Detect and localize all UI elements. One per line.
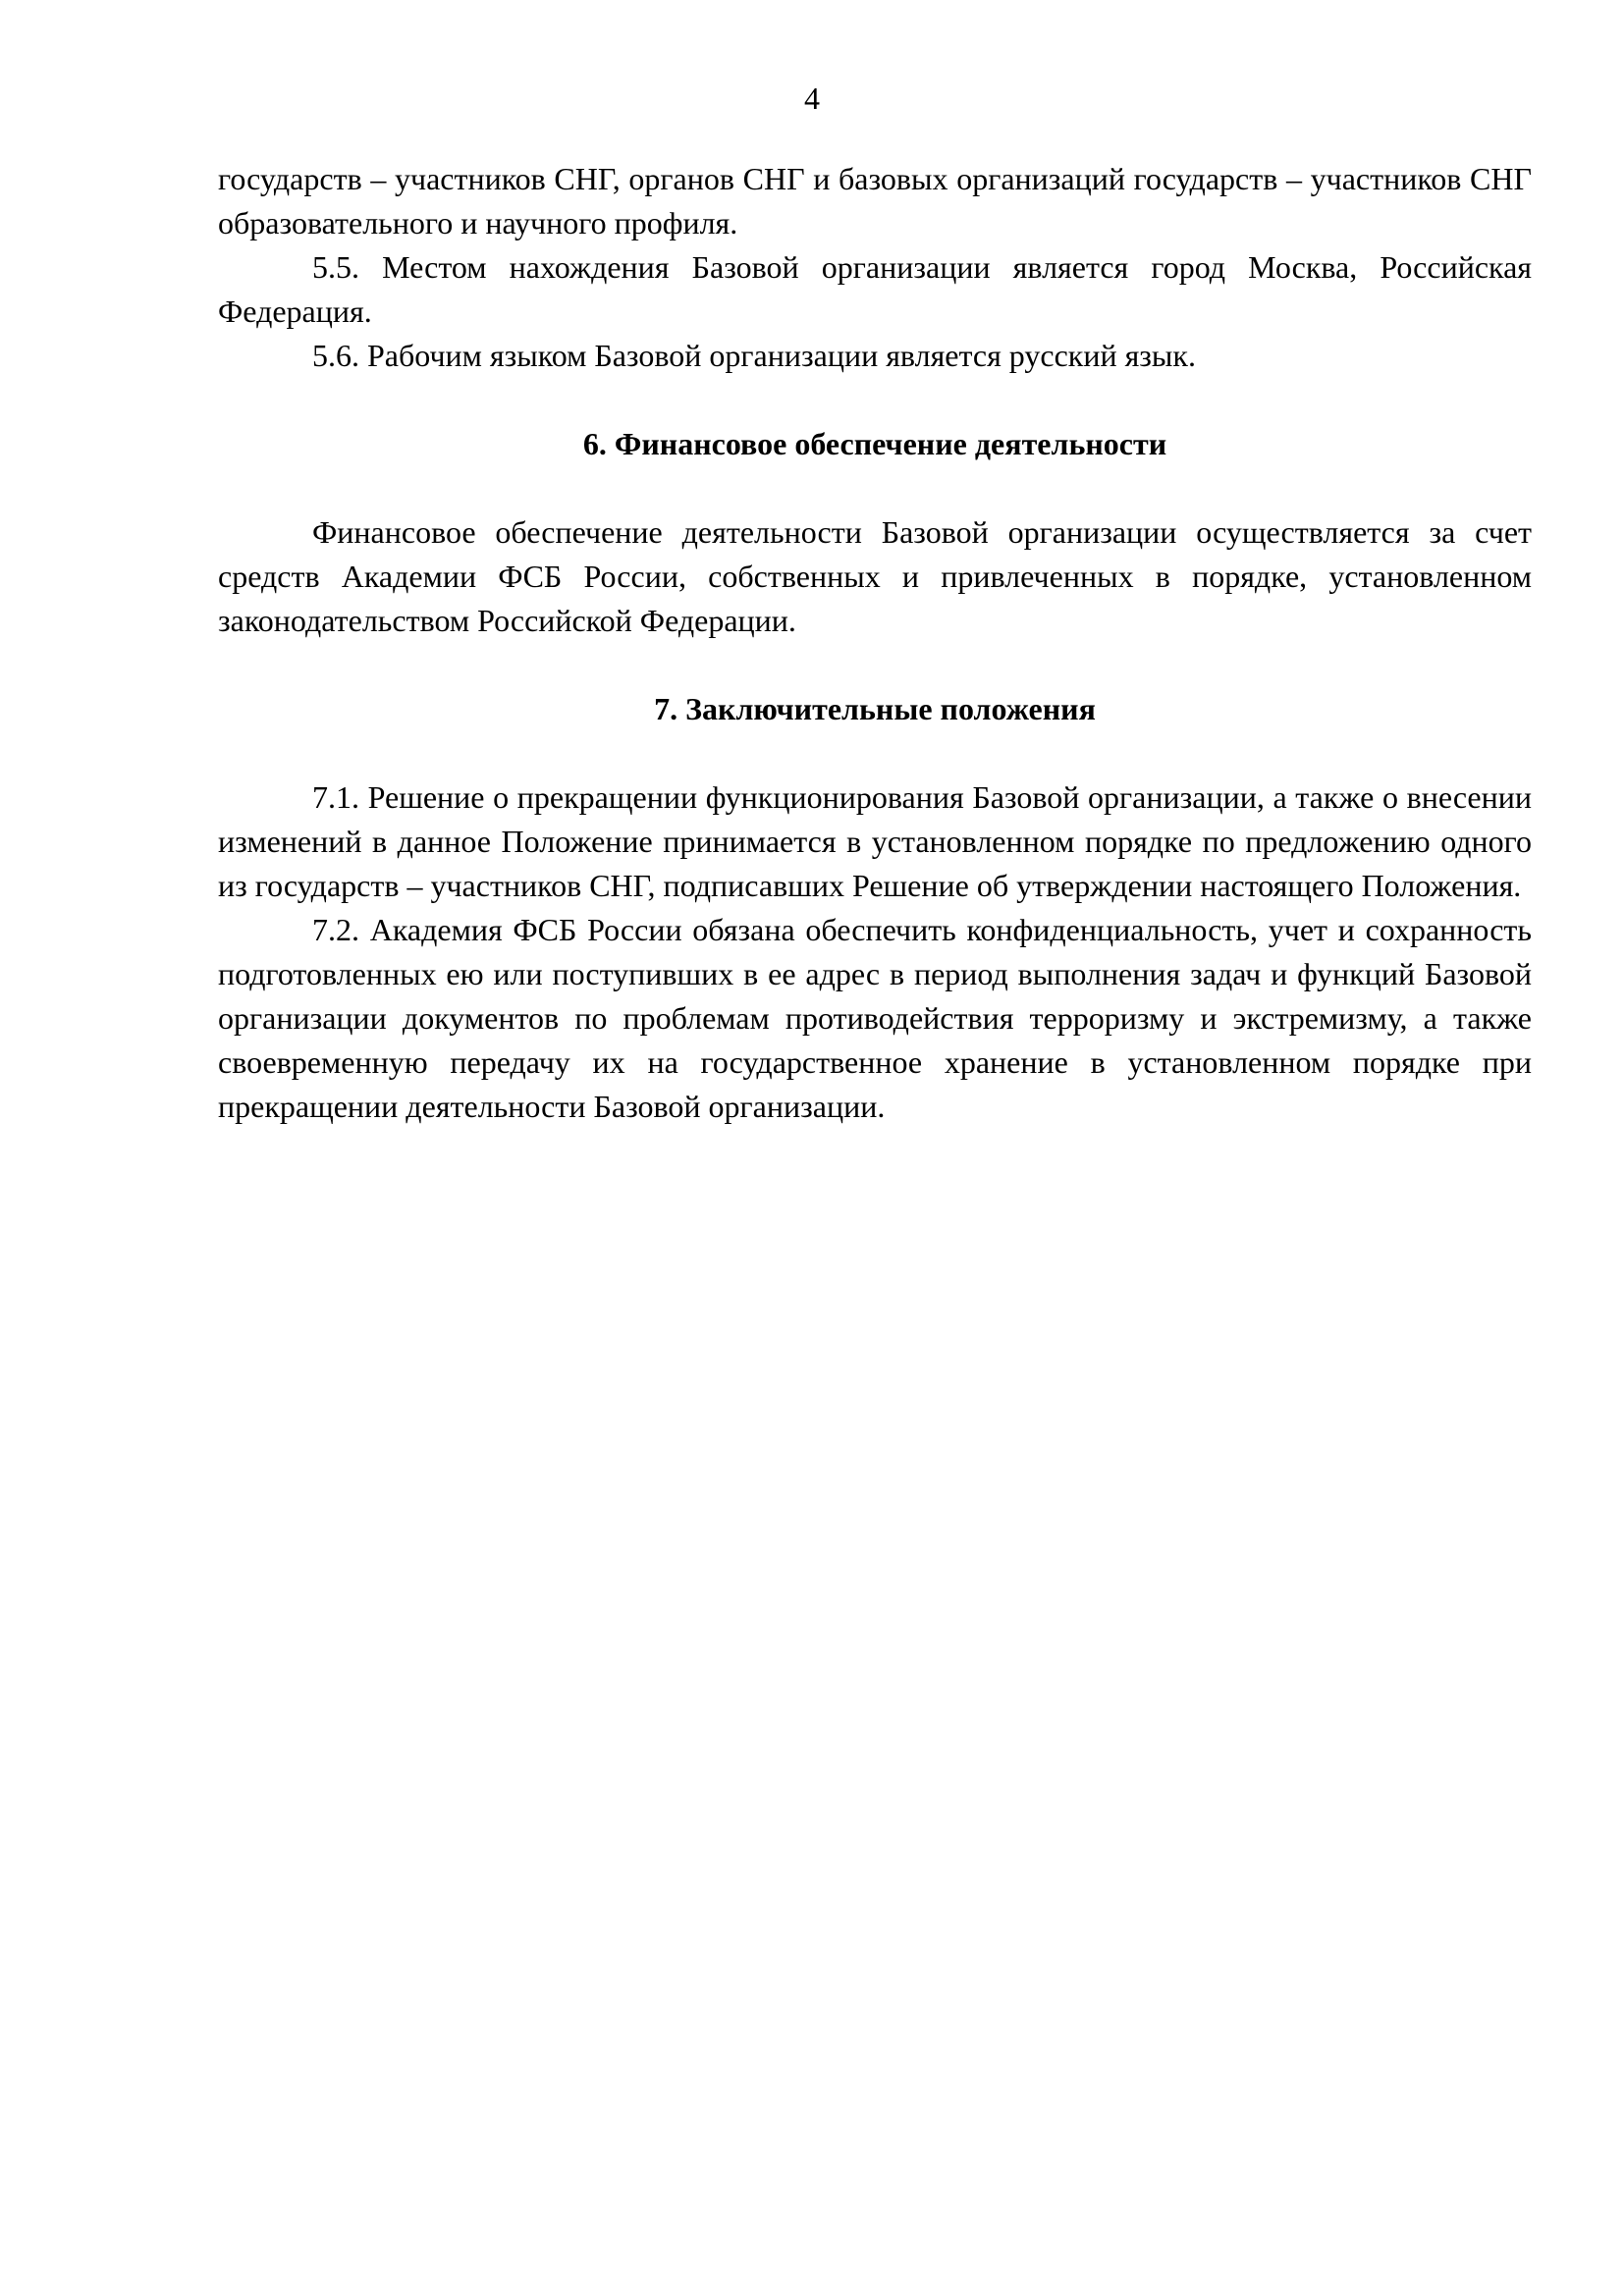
- spacer: [218, 378, 1532, 422]
- page-number: 4: [804, 80, 820, 116]
- spacer: [218, 731, 1532, 775]
- spacer: [218, 643, 1532, 687]
- paragraph-continuation: государств – участников СНГ, органов СНГ и базовых организаций государств – участников СНГ образовательного и научного профиля.: [218, 161, 1532, 240]
- section-heading-6: 6. Финансовое обеспечение деятельности: [582, 426, 1167, 461]
- paragraph-7-1: 7.1. Решение о прекращении функционирования Базовой организации, а также о внесении изменений в данное Положение принимается в установленном порядке по предложению одного из государств – участников СНГ, подписавших Решение об утверждении настоящего Положения.: [218, 779, 1532, 903]
- section-heading-7: 7. Заключительные положения: [654, 691, 1096, 726]
- paragraph-5-5: 5.5. Местом нахождения Базовой организации является город Москва, Российская Федерация.: [218, 249, 1532, 329]
- paragraph-7-2: 7.2. Академия ФСБ России обязана обеспечить конфиденциальность, учет и сохранность подготовленных ею или поступивших в ее адрес в период выполнения задач и функций Базовой организации документов по проблемам противодействия терроризму и экстремизму, а также своевременную передачу их на государственное хранение в установленном порядке при прекращении деятельности Базовой организации.: [218, 912, 1532, 1124]
- spacer: [218, 466, 1532, 510]
- paragraph-6: Финансовое обеспечение деятельности Базовой организации осуществляется за счет средств Академии ФСБ России, собственных и привлеченных в порядке, установленном законодательством Российской Федерации.: [218, 514, 1532, 638]
- document-body: [218, 157, 1532, 1129]
- paragraph-5-6: 5.6. Рабочим языком Базовой организации является русский язык.: [312, 338, 1196, 373]
